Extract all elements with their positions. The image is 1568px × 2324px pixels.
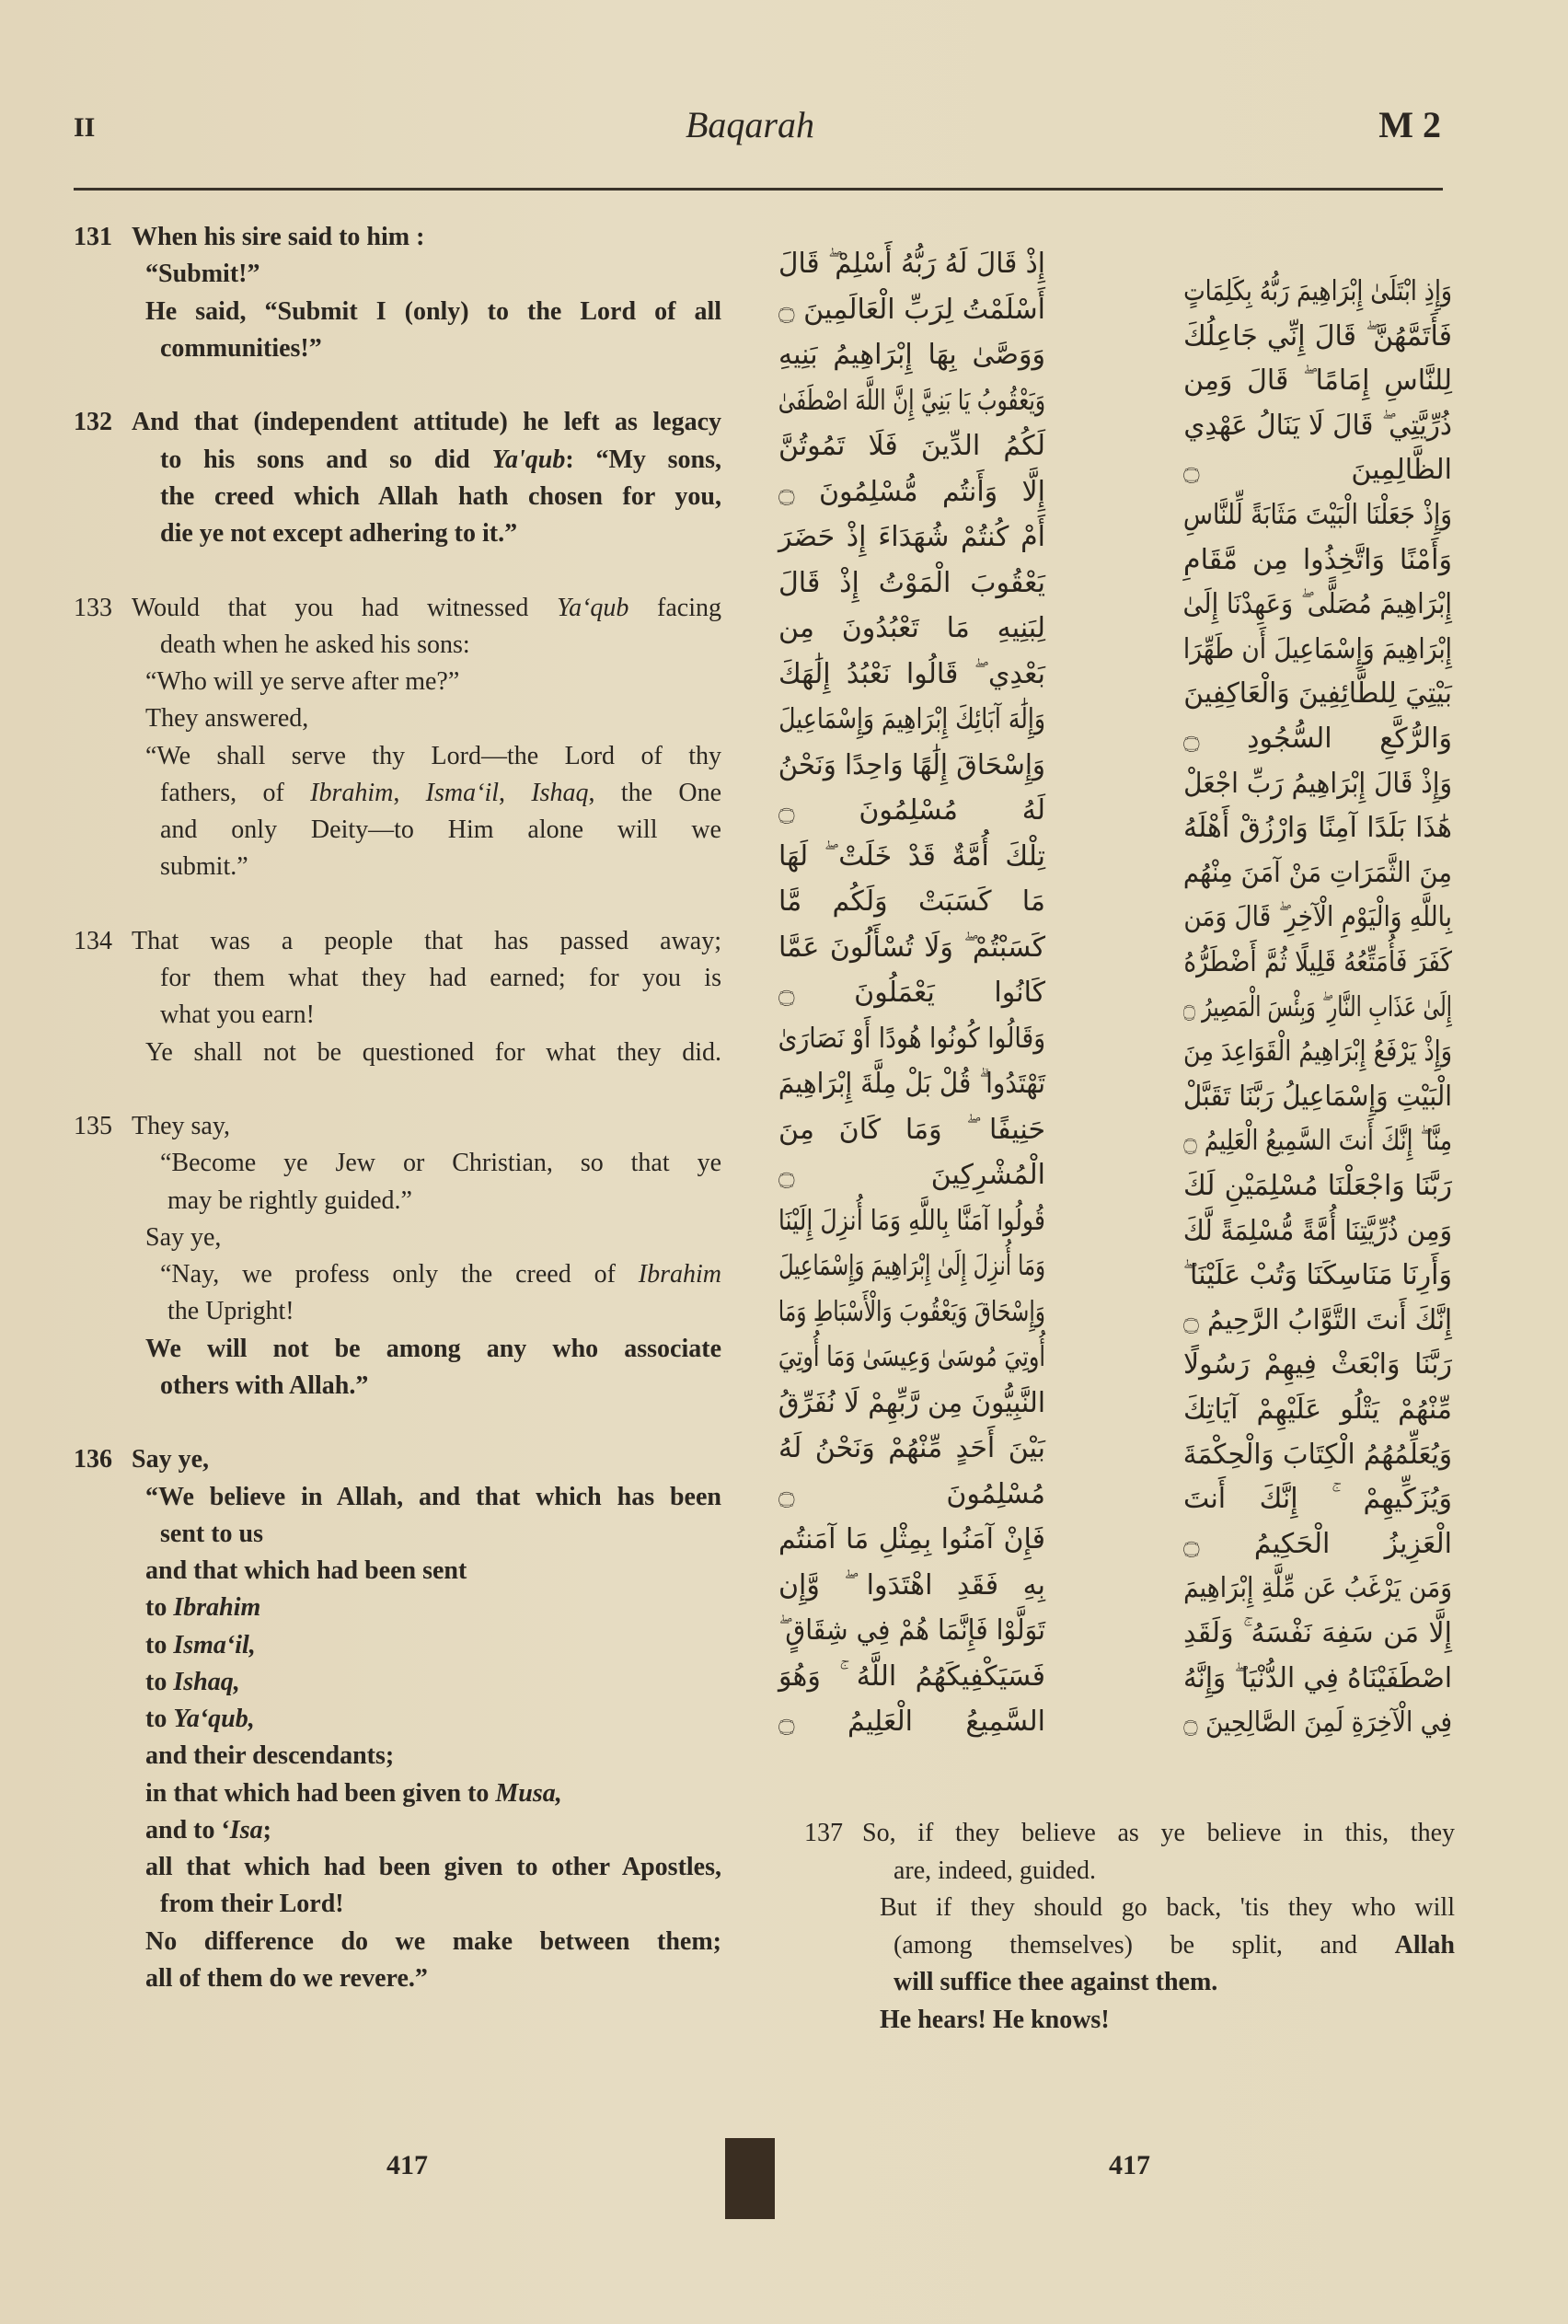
text-run: No difference do we make between them;: [145, 1926, 721, 1956]
translation-line: [160, 1145, 721, 1182]
translation-line: [862, 1815, 1455, 1852]
text-run: Say ye,: [145, 1222, 222, 1252]
arabic-verse-line: مِنَّا ۖ إِنَّكَ أَنتَ السَّمِيعُ الْعَلِيمُ ۝: [1183, 1125, 1452, 1158]
text-run: They say,: [132, 1112, 231, 1140]
translation-line: [145, 256, 721, 293]
arabic-verse-line: تَوَلَّوْا فَإِنَّمَا هُمْ فِي شِقَاقٍ ۖ: [778, 1614, 1045, 1647]
verse-number: 133: [74, 593, 112, 622]
text-run: and only Deity—to Him alone will we: [160, 815, 721, 844]
text-run: others with Allah.”: [160, 1370, 369, 1400]
text-run: will suffice thee against them.: [894, 1968, 1218, 1997]
translation-line: [160, 849, 721, 885]
text-run: And that (independent attitude) he left as legacy: [132, 408, 721, 437]
text-run: Ishaq: [531, 778, 589, 807]
arabic-verse-line: مِّنْهُمْ يَتْلُو عَلَيْهِمْ آيَاتِكَ: [1183, 1393, 1452, 1426]
text-run: We will not be among any who associate: [145, 1334, 721, 1363]
text-run: ;: [262, 1815, 271, 1844]
arabic-verse-line: وَإِذْ يَرْفَعُ إِبْرَاهِيمُ الْقَوَاعِدَ مِنَ: [1183, 1035, 1452, 1069]
arabic-verse-line: حَنِيفًا ۖ وَمَا كَانَ مِنَ: [778, 1113, 1045, 1146]
text-run: are, indeed, guided.: [894, 1856, 1097, 1885]
text-run: Ya‘qub: [557, 593, 629, 622]
translation-line: [132, 219, 721, 256]
translation-line: [145, 1627, 721, 1664]
verse-number: 136: [74, 1445, 112, 1474]
text-run: to: [145, 1630, 174, 1659]
arabic-verse-line: إِبْرَاهِيمَ مُصَلًّى ۖ وَعَهِدْنَا إِلَىٰ: [1182, 588, 1452, 621]
arabic-verse-line: وَيُزَكِّيهِمْ ۚ إِنَّكَ أَنتَ: [1183, 1483, 1452, 1516]
text-run: may be rightly guided.”: [167, 1185, 412, 1215]
translation-line: [132, 404, 721, 441]
translation-line: [145, 1664, 721, 1701]
arabic-verse-line: أُوتِيَ مُوسَىٰ وَعِيسَىٰ وَمَا أُوتِيَ: [778, 1341, 1045, 1373]
text-run: “Nay, we profess only the creed of: [160, 1260, 639, 1289]
arabic-verse-line: إِذْ قَالَ لَهُ رَبُّهُ أَسْلِمْ ۖ قَالَ: [778, 248, 1045, 280]
text-run: Ishaq,: [173, 1667, 240, 1696]
text-run: Ibrahim: [173, 1593, 261, 1623]
translation-line: [145, 1812, 721, 1849]
arabic-verse-line: الْمُشْرِكِينَ ۝: [778, 1159, 1045, 1191]
part-number: II: [74, 112, 96, 143]
arabic-verse-line: إِنَّكَ أَنتَ التَّوَّابُ الرَّحِيمُ ۝: [1182, 1303, 1452, 1336]
translation-line: [160, 479, 721, 515]
arabic-verse-line: وَوَصَّىٰ بِهَا إِبْرَاهِيمُ بَنِيهِ: [778, 339, 1045, 371]
arabic-verse-line: وَمَا أُنزِلَ إِلَىٰ إِبْرَاهِيمَ وَإِسْمَاعِيلَ: [778, 1250, 1045, 1282]
translation-line: [145, 1701, 721, 1738]
translation-line: [145, 700, 721, 737]
translation-line: [145, 664, 721, 700]
translation-line: [160, 627, 721, 664]
arabic-verse-line: وَإِسْحَاقَ إِلَٰهًا وَاحِدًا وَنَحْنُ: [778, 748, 1045, 781]
text-run: Isa: [229, 1815, 263, 1844]
publisher-logo: [725, 2138, 775, 2219]
translation-line: [145, 1590, 721, 1626]
arabic-verse-line: الْبَيْتِ وَإِسْمَاعِيلُ رَبَّنَا تَقَبَّلْ: [1182, 1080, 1452, 1113]
arabic-verse-line: إِبْرَاهِيمَ وَإِسْمَاعِيلَ أَن طَهِّرَا: [1182, 632, 1452, 665]
text-run: from their Lord!: [160, 1890, 344, 1919]
translation-line: [145, 1738, 721, 1775]
arabic-verse-line: مِنَ الثَّمَرَاتِ مَنْ آمَنَ مِنْهُم: [1182, 856, 1452, 889]
translation-line: [167, 1183, 721, 1220]
translation-line: [145, 738, 721, 775]
verse-number: 134: [74, 926, 112, 955]
arabic-verse-line: هَٰذَا بَلَدًا آمِنًا وَارْزُقْ أَهْلَهُ: [1183, 812, 1452, 845]
arabic-verse-line: فَإِنْ آمَنُوا بِمِثْلِ مَا آمَنتُم: [778, 1523, 1045, 1555]
arabic-verse-line: فَسَيَكْفِيكَهُمُ اللَّهُ ۚ وَهُوَ: [778, 1659, 1045, 1693]
translation-line: [160, 442, 721, 479]
translation-line: [132, 1108, 721, 1145]
text-run: That was a people that has passed away;: [132, 926, 721, 955]
text-run: Isma‘il: [425, 778, 499, 807]
text-run: Isma‘il,: [173, 1630, 256, 1659]
translation-line: [145, 1960, 721, 1997]
text-run: ,: [499, 778, 532, 807]
arabic-verse-line: تَهْتَدُوا ۗ قُلْ بَلْ مِلَّةَ إِبْرَاهِيمَ: [778, 1068, 1045, 1100]
verse-number: 137: [804, 1819, 843, 1847]
text-run: They answered,: [145, 704, 309, 734]
translation-line: [132, 1441, 721, 1478]
arabic-verse-line: وَإِلَٰهَ آبَائِكَ إِبْرَاهِيمَ وَإِسْمَاعِيلَ: [778, 703, 1045, 735]
text-run: Would that you had witnessed: [132, 593, 558, 622]
text-run: ,: [393, 778, 426, 807]
text-run: to: [145, 1705, 174, 1733]
text-run: and to ‘: [145, 1815, 230, 1844]
arabic-verse-line: أَسْلَمْتُ لِرَبِّ الْعَالَمِينَ ۝: [778, 293, 1045, 326]
page-number-left: 417: [386, 2150, 428, 2180]
text-run: Ibrahim: [638, 1260, 721, 1289]
text-run: “We shall serve thy Lord—the Lord of thy: [145, 741, 721, 770]
text-run: the creed which Allah hath chosen for you,: [160, 481, 721, 511]
text-run: “Submit!”: [145, 260, 260, 289]
text-run: He said, “Submit I (only) to the Lord of all: [145, 296, 721, 326]
arabic-verse-line: وَإِذْ قَالَ إِبْرَاهِيمُ رَبِّ اجْعَلْ: [1183, 767, 1452, 800]
arabic-verse-line: مُسْلِمُونَ ۝: [778, 1477, 1045, 1510]
arabic-verse-line: لِبَنِيهِ مَا تَعْبُدُونَ مِن: [778, 612, 1045, 644]
text-run: Allah: [1394, 1930, 1455, 1960]
text-run: Ya‘qub,: [173, 1705, 255, 1733]
arabic-verse-line: وَمِن ذُرِّيَّتِنَا أُمَّةً مُّسْلِمَةً لَّكَ: [1182, 1214, 1452, 1247]
arabic-verse-line: وَأَمْنًا وَاتَّخِذُوا مِن مَّقَامِ: [1183, 543, 1452, 576]
arabic-verse-line: يَعْقُوبَ الْمَوْتُ إِذْ قَالَ: [778, 566, 1045, 599]
text-run: Ye shall not be questioned for what they did.: [145, 1037, 721, 1067]
arabic-verse-line: إِلَىٰ عَذَابِ النَّارِ ۖ وَبِئْسَ الْمَصِيرُ ۝: [1182, 990, 1452, 1023]
arabic-verse-line: لَكُمُ الدِّينَ فَلَا تَمُوتُنَّ: [778, 430, 1045, 462]
translation-line: [145, 1220, 721, 1256]
verse-number: 132: [74, 408, 112, 437]
text-run: for them what they had earned; for you is: [160, 964, 721, 992]
arabic-verse-line: لِلنَّاسِ إِمَامًا ۖ قَالَ وَمِن: [1183, 364, 1452, 398]
arabic-verse-line: بَيْنَ أَحَدٍ مِّنْهُمْ وَنَحْنُ لَهُ: [778, 1432, 1045, 1464]
translation-line: [894, 1964, 1455, 2001]
arabic-verse-line: فِي الْآخِرَةِ لَمِنَ الصَّالِحِينَ ۝: [1183, 1706, 1452, 1740]
translation-line: [160, 1886, 721, 1923]
arabic-verse-line: وَإِذِ ابْتَلَىٰ إِبْرَاهِيمَ رَبُّهُ بِكَلِمَاتٍ: [1183, 275, 1452, 307]
text-run: Say ye,: [132, 1445, 209, 1474]
arabic-verse-line: النَّبِيُّونَ مِن رَّبِّهِمْ لَا نُفَرِّقُ: [778, 1386, 1045, 1419]
text-run: submit.”: [160, 852, 248, 882]
arabic-verse-line: مَا كَسَبَتْ وَلَكُم مَّا: [778, 885, 1045, 918]
arabic-verse-line: إِلَّا مَن سَفِهَ نَفْسَهُ ۚ وَلَقَدِ: [1183, 1617, 1452, 1649]
translation-line: [160, 1256, 721, 1293]
arabic-verse-line: وَقَالُوا كُونُوا هُودًا أَوْ نَصَارَىٰ: [778, 1022, 1045, 1055]
text-run: fathers, of: [160, 778, 311, 807]
translation-line: [160, 960, 721, 997]
arabic-verse-line: بَيْتِيَ لِلطَّائِفِينَ وَالْعَاكِفِينَ: [1183, 677, 1452, 711]
arabic-verse-line: الْعَزِيزُ الْحَكِيمُ ۝: [1183, 1527, 1452, 1560]
arabic-verse-line: رَبَّنَا وَابْعَثْ فِيهِمْ رَسُولًا: [1183, 1348, 1452, 1382]
translation-line: [132, 590, 721, 627]
text-run: sent to us: [160, 1519, 264, 1548]
text-run: When his sire said to him :: [132, 223, 425, 251]
arabic-verse-line: وَإِذْ جَعَلْنَا الْبَيْتَ مَثَابَةً لِّلنَّاسِ: [1182, 499, 1452, 531]
arabic-verse-line: وَيَعْقُوبُ يَا بَنِيَّ إِنَّ اللَّهَ اصْطَفَىٰ: [778, 384, 1045, 417]
translation-line: [145, 1775, 721, 1812]
translation-line: [145, 1331, 721, 1368]
text-run: (among themselves) be split, and: [894, 1930, 1395, 1960]
text-run: all that which had been given to other Apostles,: [145, 1853, 721, 1881]
surah-title: Baqarah: [686, 104, 814, 145]
text-run: , the One: [588, 778, 722, 807]
translation-line: [160, 775, 721, 812]
text-run: Ya'qub: [491, 445, 566, 474]
text-run: the Upright!: [167, 1297, 294, 1326]
page-number-right: 417: [1109, 2150, 1150, 2180]
translation-line: [167, 1293, 721, 1330]
text-run: So, if they believe as ye believe in this, they: [862, 1819, 1455, 1847]
text-run: Ibrahim: [310, 778, 394, 807]
manzil-label: M 2: [1378, 104, 1441, 145]
translation-line: [894, 1853, 1455, 1890]
arabic-verse-line: فَأَتَمَّهُنَّ ۖ قَالَ إِنِّي جَاعِلُكَ: [1183, 319, 1452, 353]
text-run: He hears! He knows!: [880, 2006, 1110, 2034]
arabic-verse-line: السَّمِيعُ الْعَلِيمُ ۝: [778, 1705, 1045, 1738]
text-run: death when he asked his sons:: [160, 630, 470, 659]
translation-line: [160, 515, 721, 552]
arabic-verse-line: كَانُوا يَعْمَلُونَ ۝: [778, 977, 1045, 1009]
arabic-verse-line: وَيُعَلِّمُهُمُ الْكِتَابَ وَالْحِكْمَةَ: [1182, 1438, 1452, 1471]
text-run: all of them do we revere.”: [145, 1963, 428, 1993]
translation-line: [894, 1927, 1455, 1964]
text-run: in that which had been given to: [145, 1778, 496, 1808]
arabic-verse-line: لَهُ مُسْلِمُونَ ۝: [778, 794, 1045, 827]
arabic-verse-line: إِلَّا وَأَنتُم مُّسْلِمُونَ ۝: [778, 475, 1045, 508]
arabic-verse-line: الظَّالِمِينَ ۝: [1183, 454, 1452, 487]
arabic-verse-line: وَالرُّكَّعِ السُّجُودِ ۝: [1183, 723, 1452, 755]
text-run: But if they should go back, 'tis they who will: [880, 1893, 1455, 1923]
text-run: die ye not except adhering to it.”: [160, 519, 518, 548]
translation-line: [145, 1924, 721, 1960]
text-run: “We believe in Allah, and that which has been: [145, 1482, 721, 1511]
translation-line: [145, 1035, 721, 1071]
translation-line: [160, 1516, 721, 1553]
verse-number: 131: [74, 223, 112, 251]
arabic-verse-line: اصْطَفَيْنَاهُ فِي الدُّنْيَا ۖ وَإِنَّهُ: [1182, 1661, 1452, 1694]
text-run: and that which had been sent: [145, 1556, 467, 1585]
header-rule: [74, 188, 1443, 191]
arabic-verse-line: وَأَرِنَا مَنَاسِكَنَا وَتُبْ عَلَيْنَا ۖ: [1182, 1259, 1452, 1292]
arabic-verse-line: وَمَن يَرْغَبُ عَن مِّلَّةِ إِبْرَاهِيمَ: [1183, 1572, 1452, 1605]
text-run: to: [145, 1593, 174, 1623]
translation-line: [160, 1368, 721, 1405]
arabic-verse-line: بِهِ فَقَدِ اهْتَدَوا ۖ وَّإِن: [778, 1568, 1045, 1601]
text-run: to his sons and so did: [160, 445, 492, 474]
arabic-verse-line: أَمْ كُنتُمْ شُهَدَاءَ إِذْ حَضَرَ: [778, 521, 1045, 553]
text-run: what you earn!: [160, 1000, 315, 1030]
text-run: and their descendants;: [145, 1741, 395, 1771]
arabic-verse-line: ذُرِّيَّتِي ۖ قَالَ لَا يَنَالُ عَهْدِي: [1183, 409, 1452, 442]
translation-line: [880, 1890, 1455, 1926]
translation-line: [145, 1553, 721, 1590]
text-run: “Become ye Jew or Christian, so that ye: [160, 1149, 721, 1178]
translation-line: [145, 1479, 721, 1516]
translation-line: [132, 923, 721, 960]
translation-line: [145, 1849, 721, 1886]
arabic-verse-line: بَعْدِي ۖ قَالُوا نَعْبُدُ إِلَٰهَكَ: [778, 657, 1045, 690]
translation-line: [160, 812, 721, 849]
arabic-verse-line: كَفَرَ فَأُمَتِّعُهُ قَلِيلًا ثُمَّ أَضْطَرُّهُ: [1183, 946, 1452, 978]
text-run: Musa,: [495, 1778, 562, 1808]
text-run: “Who will ye serve after me?”: [145, 667, 460, 696]
arabic-verse-line: رَبَّنَا وَاجْعَلْنَا مُسْلِمَيْنِ لَكَ: [1183, 1170, 1452, 1202]
arabic-verse-line: كَسَبْتُمْ ۖ وَلَا تُسْأَلُونَ عَمَّا: [778, 931, 1045, 964]
translation-line: [880, 2002, 1455, 2039]
arabic-verse-line: بِاللَّهِ وَالْيَوْمِ الْآخِرِ ۖ قَالَ وَمَن: [1183, 901, 1452, 934]
text-run: facing: [628, 593, 721, 622]
translation-line: [145, 294, 721, 330]
verse-number: 135: [74, 1112, 112, 1140]
arabic-verse-line: وَإِسْحَاقَ وَيَعْقُوبَ وَالْأَسْبَاطِ وَمَا: [778, 1295, 1045, 1328]
text-run: : “My sons,: [565, 445, 721, 474]
translation-line: [160, 330, 721, 367]
arabic-verse-line: قُولُوا آمَنَّا بِاللَّهِ وَمَا أُنزِلَ إِلَيْنَا: [778, 1204, 1045, 1237]
translation-line: [160, 997, 721, 1034]
arabic-verse-line: تِلْكَ أُمَّةٌ قَدْ خَلَتْ ۖ لَهَا: [778, 839, 1045, 873]
text-run: communities!”: [160, 333, 322, 363]
text-run: to: [145, 1667, 174, 1696]
